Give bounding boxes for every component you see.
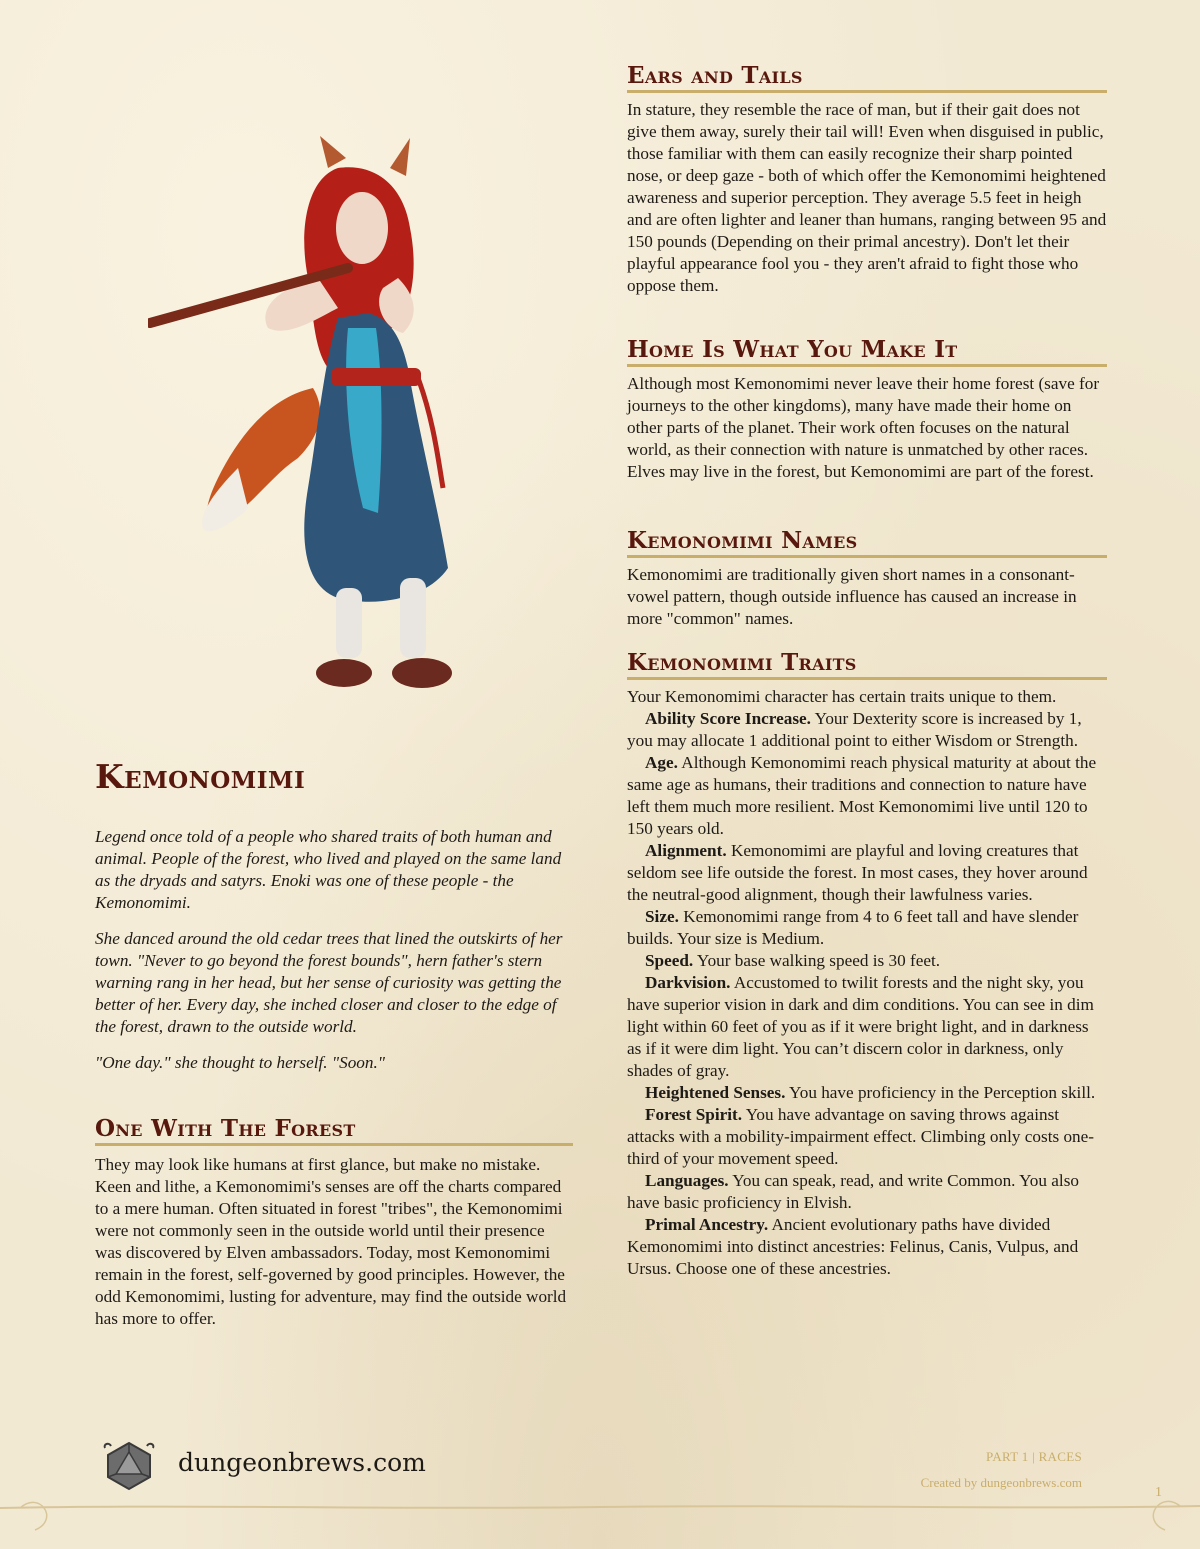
section-heading: Kemonomimi Names: [627, 527, 1107, 558]
section-ears: [627, 62, 1107, 297]
trait-speed: Speed. Your base walking speed is 30 feet.: [645, 951, 941, 970]
kemonomimi-illustration: [148, 128, 548, 708]
trait-alignment: Alignment. Kemonomimi are playful and loving creatures that seldom see life outside the forest. In most cases, they hover around the neutral-good alignment, though their lawfulness varies.: [627, 841, 1088, 904]
footer-site-name: dungeonbrews.com: [178, 1448, 426, 1477]
intro-text: [95, 826, 573, 1074]
section-home: [627, 336, 1107, 483]
intro-paragraph: Legend once told of a people who shared traits of both human and animal. People of the forest, who lived and played on the same land as the dryads and satyrs. Enoki was one of these people - the Kemonomimi.: [95, 827, 562, 912]
trait-size: Size. Kemonomimi range from 4 to 6 feet tall and have slender builds. Your size is Medium.: [627, 907, 1079, 948]
traits-intro: Your Kemonomimi character has certain traits unique to them.: [627, 687, 1057, 706]
section-body: Although most Kemonomimi never leave their home forest (save for journeys to the other kingdoms), many have made their home on other parts of the planet. Their work often focuses on the natural world, as their connection with nature is unmatched by other races. Elves may live in the forest, but Kemonomimi are part of the forest.: [627, 374, 1100, 481]
intro-paragraph: She danced around the old cedar trees that lined the outskirts of her town. "Never to go beyond the forest bounds", hern father's stern warning rang in her head, but her sense of curiosity was getting the better of her. Every day, she inched closer and closer to the edge of the forest, drawn to the outside world.: [95, 929, 563, 1036]
footer-part-label: PART 1 | RACES: [986, 1449, 1082, 1464]
trait-forest-spirit: Forest Spirit. You have advantage on saving throws against attacks with a mobility-impairment effect. Climbing only costs one-third of your movement speed.: [627, 1105, 1094, 1168]
section-heading: Ears and Tails: [627, 62, 1107, 93]
trait-age: Age. Although Kemonomimi reach physical maturity at about the same age as humans, their traditions and connection to nature have left them much more resilient. Most Kemonomimi live until 120 to 150 years old.: [627, 753, 1097, 838]
page-title: Kemonomimi: [95, 757, 306, 796]
d20-dice-icon: [103, 1440, 155, 1492]
footer-credit: Created by dungeonbrews.com: [920, 1475, 1082, 1490]
section-heading: Home Is What You Make It: [627, 336, 1107, 367]
section-heading: One With The Forest: [95, 1115, 573, 1146]
trait-primal-ancestry: Primal Ancestry. Ancient evolutionary paths have divided Kemonomimi into distinct ancestries: Felinus, Canis, Vulpus, and Ursus. Choose one of these ancestries.: [627, 1215, 1079, 1278]
trait-languages: Languages. You can speak, read, and write Common. You also have basic proficiency in Elvish.: [627, 1171, 1079, 1212]
section-heading: Kemonomimi Traits: [627, 649, 1107, 680]
trait-heightened-senses: Heightened Senses. You have proficiency in the Perception skill.: [645, 1083, 1096, 1102]
section-names: [627, 527, 1107, 630]
section-forest: [95, 1115, 573, 1330]
trait-ability-score: Ability Score Increase. Your Dexterity score is increased by 1, you may allocate 1 additional point to either Wisdom or Strength.: [627, 709, 1082, 750]
trait-darkvision: Darkvision. Accustomed to twilit forests and the night sky, you have superior vision in dark and dim conditions. You can see in dim light within 60 feet of you as if it were bright light, and in darkness as if it were dim light. You can’t discern color in darkness, only shades of gray.: [627, 973, 1094, 1080]
page-number: 1: [1155, 1485, 1162, 1500]
section-body: They may look like humans at first glance, but make no mistake. Keen and lithe, a Kemonomimi's senses are off the charts compared to a mere human. Often situated in forest "tribes", the Kemonomimi were not commonly seen in the outside world until their presence was discovered by Elven ambassadors. Today, most Kemonomimi remain in the forest, self-governed by good principles. However, the odd Kemonomimi, lusting for adventure, may find the outside world has more to offer.: [95, 1155, 567, 1328]
intro-paragraph: "One day." she thought to herself. "Soon.": [95, 1053, 385, 1072]
section-traits: [627, 649, 1107, 1280]
section-body: Kemonomimi are traditionally given short names in a consonant-vowel pattern, though outside influence has caused an increase in more "common" names.: [627, 565, 1077, 628]
section-body: In stature, they resemble the race of man, but if their gait does not give them away, surely their tail will! Even when disguised in public, those familiar with them can easily recognize their sharp pointed nose, or deep gaze - both of which offer the Kemonomimi heightened awareness and superior perception. They average 5.5 feet in heigh and are often lighter and leaner than humans, ranging between 95 and 150 pounds (Depending on their primal ancestry). Don't let their playful appearance fool you - they aren't afraid to fight those who oppose them.: [627, 100, 1107, 295]
